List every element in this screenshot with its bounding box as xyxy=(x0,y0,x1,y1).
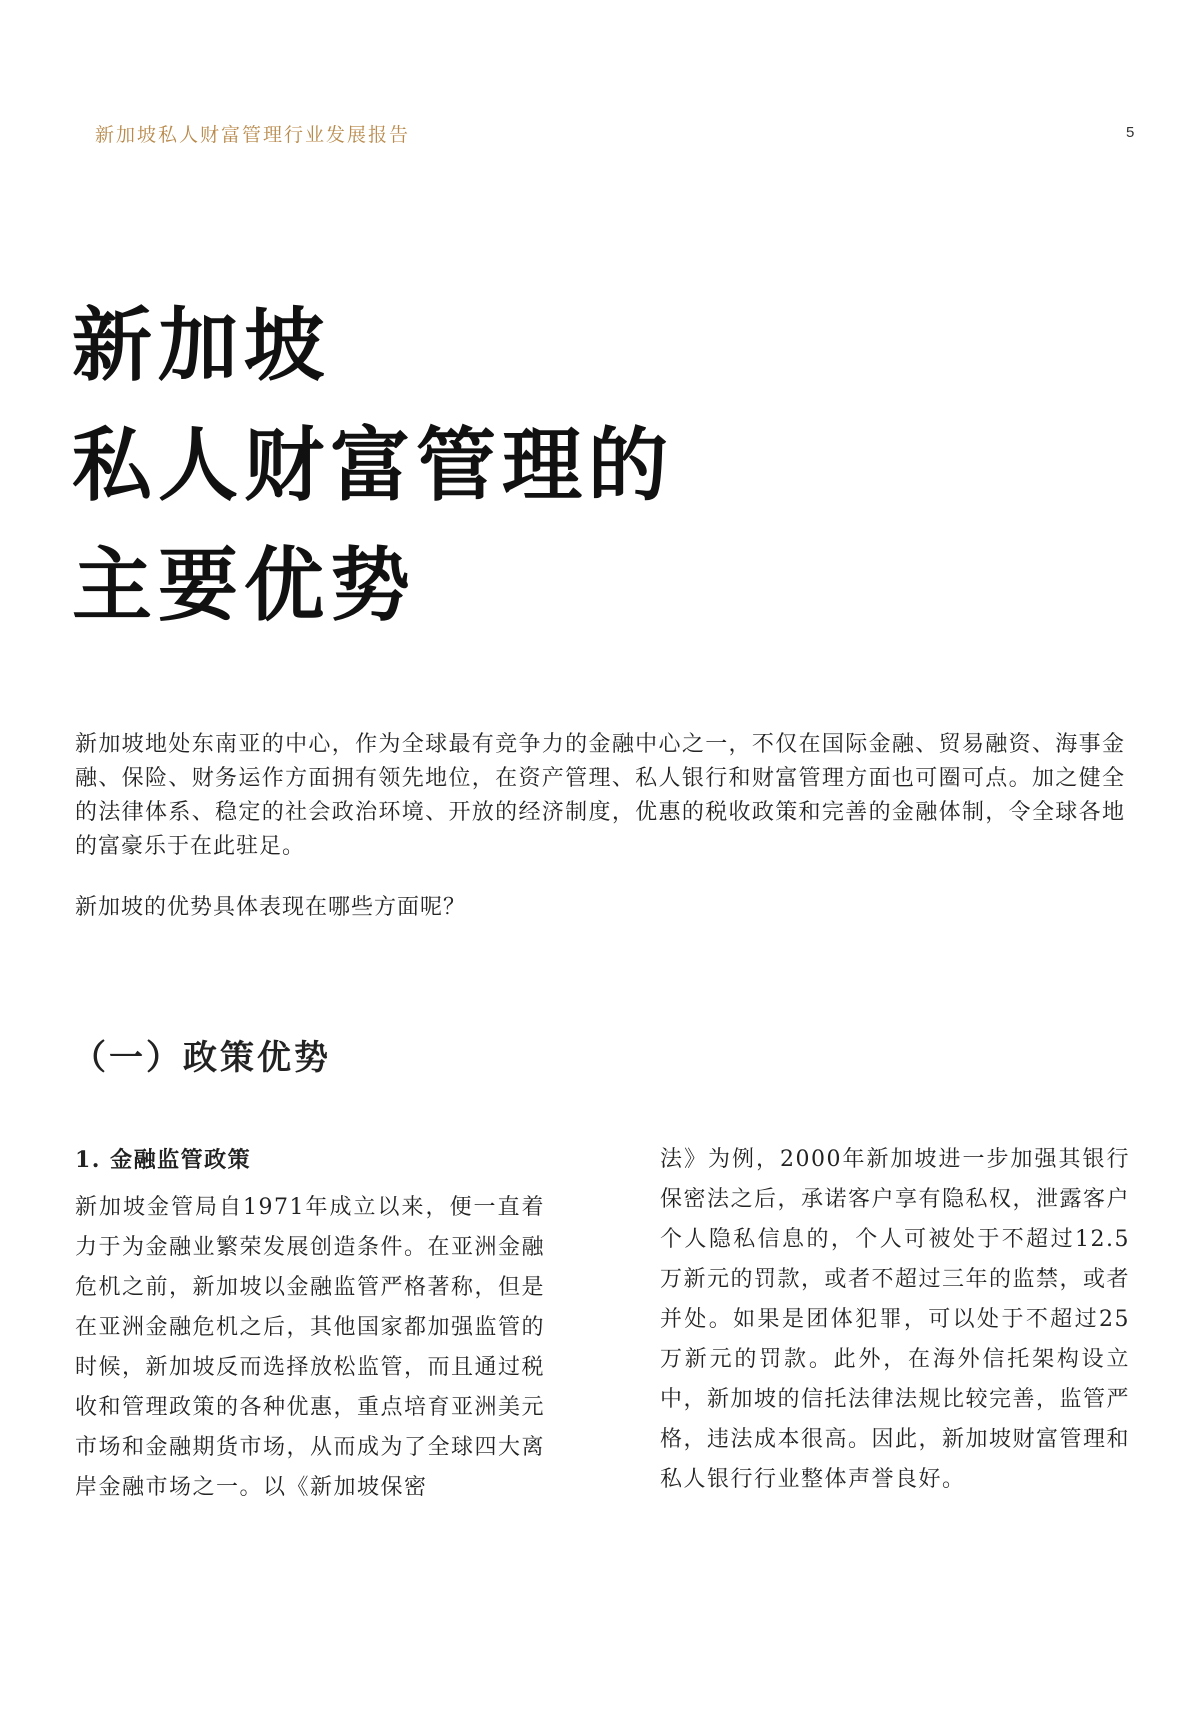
left-column-text: 新加坡金管局自1971年成立以来，便一直着力于为金融业繁荣发展创造条件。在亚洲金融危机之前，新加坡以金融监管严格著称，但是在亚洲金融危机之后，其他国家都加强监管的时候，新加坡反而选择放松监管，而且通过税收和管理政策的各种优惠，重点培育亚洲美元市场和金融期货市场，从而成为了全球四大离岸金融市场之一。以《新加坡保密 xyxy=(75,1195,546,1500)
page-title xyxy=(72,285,674,645)
title-line: 主要优势 xyxy=(72,538,416,632)
title-line: 新加坡 xyxy=(72,298,330,392)
section-heading: （一）政策优势 xyxy=(72,1038,331,1078)
page-number: 5 xyxy=(1126,124,1135,141)
title-line: 私人财富管理的 xyxy=(72,418,674,512)
intro-paragraph: 新加坡地处东南亚的中心，作为全球最有竞争力的金融中心之一，不仅在国际金融、贸易融资、海事金融、保险、财务运作方面拥有领先地位，在资产管理、私人银行和财富管理方面也可圈可点。加之健全的法律体系、稳定的社会政治环境、开放的经济制度，优惠的税收政策和完善的金融体制，令全球各地的富豪乐于在此驻足。 xyxy=(75,732,1125,859)
running-header: 新加坡私人财富管理行业发展报告 xyxy=(95,124,411,146)
right-column-text: 法》为例，2000年新加坡进一步加强其银行保密法之后，承诺客户享有隐私权，泄露客户个人隐私信息的，个人可被处于不超过12.5万新元的罚款，或者不超过三年的监禁，或者并处。如果是团体犯罪，可以处于不超过25万新元的罚款。此外，在海外信托架构设立中，新加坡的信托法律法规比较完善，监管严格，违法成本很高。因此，新加坡财富管理和私人银行行业整体声誉良好。 xyxy=(660,1147,1131,1492)
left-column xyxy=(75,1140,545,1508)
subsection-heading: 1. 金融监管政策 xyxy=(75,1147,252,1173)
question-paragraph: 新加坡的优势具体表现在哪些方面呢？ xyxy=(75,895,467,920)
